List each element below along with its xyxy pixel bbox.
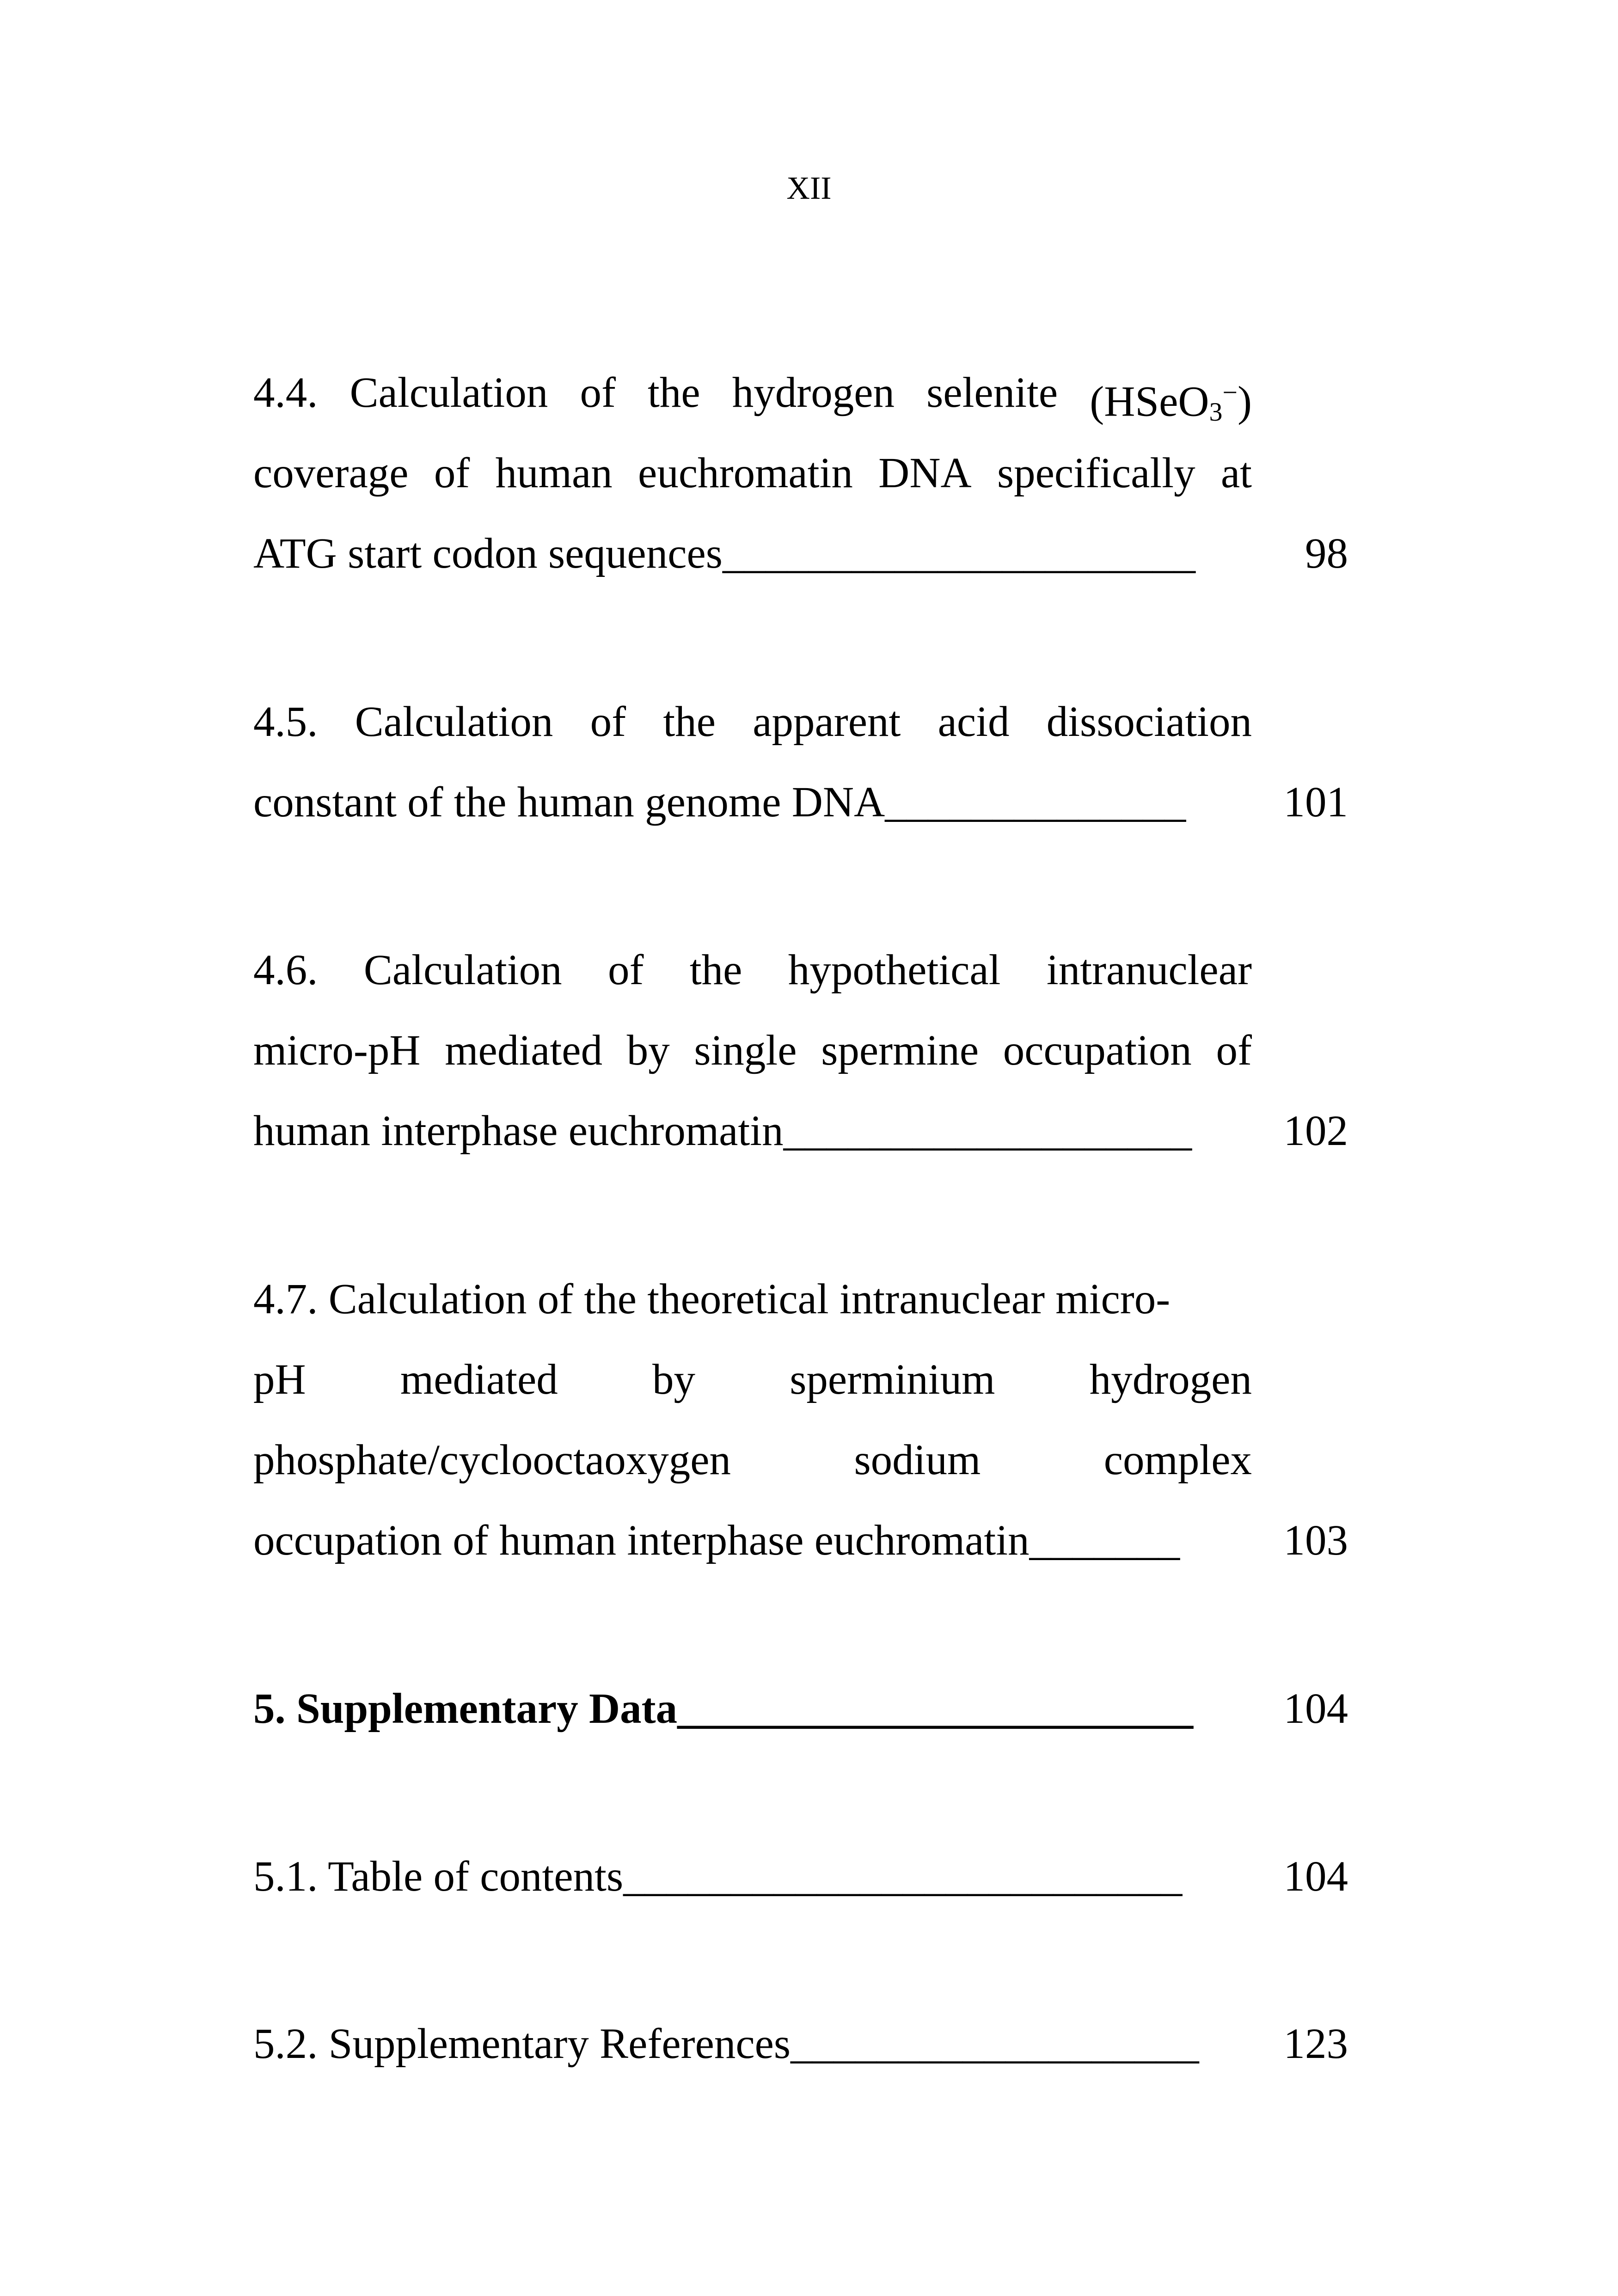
word: 4.6. <box>253 946 318 994</box>
toc-entry-4-7[interactable] <box>253 1259 1348 1581</box>
toc-line-last <box>253 1669 1252 1749</box>
toc-entry-title <box>253 1669 1252 1749</box>
toc-entry-title <box>253 2004 1252 2084</box>
toc-entry-text: 5.1. Table of contents <box>253 1853 624 1900</box>
toc-entry-5[interactable] <box>253 1669 1348 1749</box>
toc-line-last <box>253 1500 1252 1581</box>
toc-entry-text: ATG start codon sequences <box>253 530 723 577</box>
toc-entry-5-2[interactable] <box>253 2004 1348 2084</box>
page-number: XII <box>786 171 832 206</box>
toc-page-number: 104 <box>1283 1685 1348 1733</box>
word: mediated <box>445 1027 603 1074</box>
word: phosphate/cyclooctaoxygen <box>253 1436 731 1484</box>
dot-leader: _______ <box>1029 1517 1180 1564</box>
toc-page-number: 123 <box>1283 2020 1348 2068</box>
word: Calculation <box>355 698 553 746</box>
toc-line <box>253 1340 1252 1420</box>
word: micro-pH <box>253 1027 421 1074</box>
toc-line <box>253 1010 1252 1091</box>
word: hydrogen <box>732 369 895 416</box>
dot-leader: ______________________ <box>722 530 1195 577</box>
dot-leader: ______________ <box>885 778 1186 826</box>
word: human <box>495 449 613 497</box>
word: pH <box>253 1356 306 1403</box>
toc-line-last <box>253 762 1252 843</box>
toc-entry-4-4[interactable] <box>253 353 1348 594</box>
word: by <box>652 1356 695 1403</box>
word: of <box>580 369 616 416</box>
word: Calculation <box>363 946 562 994</box>
dot-leader: ________________________ <box>677 1685 1194 1733</box>
word: apparent <box>753 698 901 746</box>
word: spermine <box>821 1027 979 1074</box>
toc-entry-title <box>253 1837 1252 1917</box>
word: euchromatin <box>638 449 853 497</box>
word: hydrogen <box>1089 1356 1252 1403</box>
word: of <box>1216 1027 1252 1074</box>
toc-entry-text: constant of the human genome DNA <box>253 778 885 826</box>
word: at <box>1220 449 1252 497</box>
word: Calculation <box>349 369 548 416</box>
toc-page-number: 102 <box>1283 1107 1348 1155</box>
toc-line <box>253 682 1252 762</box>
word: 4.5. <box>253 698 318 746</box>
word: specifically <box>997 449 1195 497</box>
word: the <box>689 946 742 994</box>
word: 4.7. Calculation of the theoretical intranuclear micro- <box>253 1275 1171 1323</box>
toc-line-last <box>253 2004 1252 2084</box>
toc-entry-text: 5.2. Supplementary References <box>253 2020 791 2068</box>
toc-entry-title <box>253 1259 1252 1581</box>
toc-line-last <box>253 514 1252 594</box>
word: single <box>694 1027 797 1074</box>
word: of <box>590 698 626 746</box>
toc-line <box>253 930 1252 1010</box>
toc-page-number: 98 <box>1305 530 1348 577</box>
word: the <box>648 369 700 416</box>
word: sodium <box>854 1436 981 1484</box>
toc-line-last <box>253 1091 1252 1171</box>
toc-line <box>253 433 1252 514</box>
toc-page-number: 103 <box>1283 1517 1348 1564</box>
word: intranuclear <box>1046 946 1252 994</box>
word: hypothetical <box>788 946 1001 994</box>
toc-entry-title <box>253 682 1252 843</box>
toc-page-number: 104 <box>1283 1853 1348 1900</box>
toc-entry-title <box>253 930 1252 1171</box>
toc-entry-text: human interphase euchromatin <box>253 1107 784 1155</box>
word: occupation <box>1003 1027 1192 1074</box>
toc-page-number: 101 <box>1283 778 1348 826</box>
word: sperminium <box>790 1356 995 1403</box>
word: 4.4. <box>253 369 318 416</box>
word: (HSeO$_3$−) <box>1090 378 1252 427</box>
word: of <box>434 449 470 497</box>
word: the <box>663 698 716 746</box>
toc-entry-4-6[interactable] <box>253 930 1348 1171</box>
word: selenite <box>926 369 1058 416</box>
toc-line <box>253 1420 1252 1500</box>
toc-entry-5-1[interactable] <box>253 1837 1348 1917</box>
toc-line-last <box>253 1837 1252 1917</box>
word: acid <box>938 698 1010 746</box>
toc-entry-text: 5. Supplementary Data <box>253 1685 678 1733</box>
toc-entry-title <box>253 353 1252 594</box>
word: coverage <box>253 449 409 497</box>
toc-line <box>253 1259 1252 1340</box>
toc-line <box>253 353 1252 433</box>
dot-leader: __________________________ <box>623 1853 1183 1900</box>
word: DNA <box>878 449 972 497</box>
toc-entry-4-5[interactable] <box>253 682 1348 843</box>
word: dissociation <box>1046 698 1252 746</box>
dot-leader: ___________________ <box>791 2020 1199 2068</box>
dot-leader: ___________________ <box>783 1107 1192 1155</box>
word: by <box>626 1027 670 1074</box>
word: of <box>607 946 644 994</box>
toc-entry-text: occupation of human interphase euchromatin <box>253 1517 1030 1564</box>
word: mediated <box>400 1356 558 1403</box>
word: complex <box>1103 1436 1252 1484</box>
